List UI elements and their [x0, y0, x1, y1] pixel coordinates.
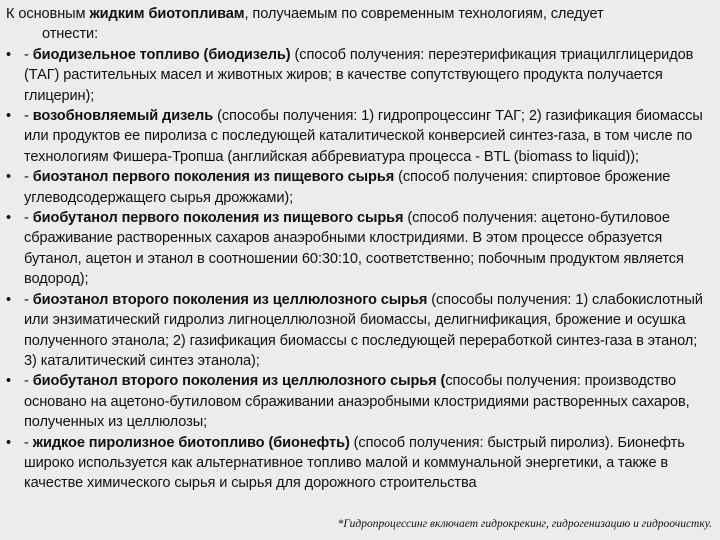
item-bold-term: биобутанол второго поколения из целлюлозного сырья (	[32, 373, 446, 390]
intro-text-end: , получаемым по современным технологиям, следует	[244, 6, 604, 22]
item-dash: -	[24, 434, 33, 451]
list-item-bioethanol-second-gen	[6, 290, 712, 372]
item-dash: -	[24, 169, 33, 186]
item-description: (способы получения: 1) гидропроцессинг ТАГ; 2) газификация биомассы или продуктов ее пиролиза с последующей каталитической конверсией синтез-газа, в том числе по технологиям Фишера-Тропша (английская аббревиатура процесса - BTL (biomass to liquid));	[24, 108, 703, 165]
item-bold-term: биоэтанол первого поколения из пищевого сырья	[32, 169, 395, 186]
item-dash: -	[24, 373, 33, 390]
intro-paragraph	[6, 4, 712, 45]
bullet-icon: •	[6, 434, 12, 451]
bullet-icon: •	[6, 169, 12, 186]
item-dash: -	[24, 108, 33, 125]
item-bold-term: биодизельное топливо (биодизель)	[32, 46, 291, 63]
list-item-pyrolysis-biofuel	[6, 433, 712, 494]
list-item-biobutanol-second-gen	[6, 371, 712, 432]
intro-bold-term: жидким биотопливам	[89, 6, 245, 22]
intro-text-start: К основным	[6, 6, 90, 22]
intro-continuation: отнести:	[42, 26, 99, 43]
item-dash: -	[24, 46, 33, 63]
item-description: способы получения: производство основано на ацетоно-бутиловом сбраживании анаэробными клостридиями растворенных сахаров, полученных из целлюлозы;	[24, 373, 690, 431]
bullet-icon: •	[6, 46, 12, 63]
item-description: (способ получения: спиртовое брожение углеводсодержащего сырья дрожжами);	[24, 169, 671, 206]
list-item-renewable-diesel	[6, 106, 712, 167]
item-description: (способ получения: переэтерификация триацилглицеридов (ТАГ) растительных масел и животных жиров; в качестве сопутствующего продукта получается глицерин);	[24, 46, 694, 104]
item-description: (способы получения: 1) слабокислотный или энзиматический гидролиз лигноцеллюлозной биомассы, делигнификация, брожение и осушка полученного этанола; 2) газификация биомассы с последующей переработкой синтез-газа в этанол; 3) каталитический синтез этанола);	[24, 291, 703, 369]
item-bold-term: жидкое пиролизное биотопливо (бионефть)	[32, 434, 350, 451]
item-description: (способ получения: быстрый пиролиз). Бионефть широко используется как альтернативное топливо малой и коммунальной энергетики, а также в качестве химического сырья и сырья для дорожного строительства	[24, 434, 685, 492]
list-item-biodiesel	[6, 45, 712, 106]
bullet-icon: •	[6, 373, 12, 390]
footnote: *Гидропроцессинг включает гидрокрекинг, гидрогенизацию и гидроочистку.	[337, 518, 712, 530]
item-bold-term: возобновляемый дизель	[32, 108, 214, 125]
list-item-biobutanol-first-gen	[6, 208, 712, 290]
bullet-icon: •	[6, 108, 12, 125]
item-bold-term: биобутанол первого поколения из пищевого сырья	[32, 210, 404, 227]
item-description: (способ получения: ацетоно-бутиловое сбраживание растворенных сахаров анаэробными клостридиями. В этом процессе образуется бутанол, ацетон и этанол в соотношении 60:30:10, соответственно; побочным продуктом является водород);	[24, 210, 684, 288]
biofuel-list	[6, 45, 712, 494]
item-dash: -	[24, 291, 33, 308]
item-dash: -	[24, 210, 33, 227]
list-item-bioethanol-first-gen	[6, 167, 712, 208]
bullet-icon: •	[6, 291, 12, 308]
text-body	[6, 4, 712, 494]
bullet-icon: •	[6, 210, 12, 227]
item-bold-term: биоэтанол второго поколения из целлюлозного сырья	[32, 291, 428, 308]
